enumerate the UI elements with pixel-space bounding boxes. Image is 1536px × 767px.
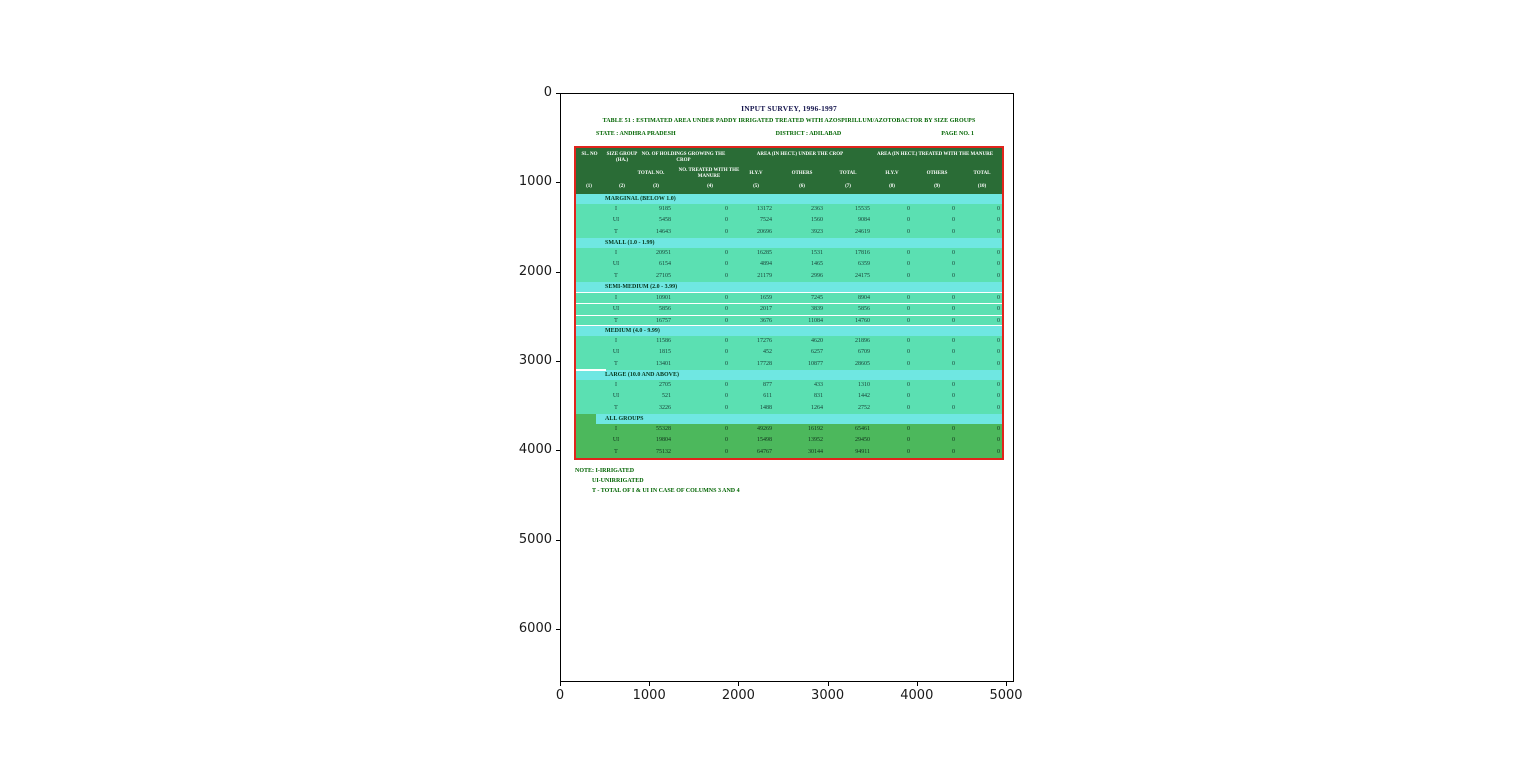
y-axis-tick-label: 4000 xyxy=(518,442,552,458)
col-header-treated-hyv: H.Y.V xyxy=(885,171,899,176)
col-header-area-others: OTHERS xyxy=(791,171,813,176)
table-cell: 3676 xyxy=(760,317,772,324)
table-cell: 20951 xyxy=(656,250,671,256)
table-cell: 65461 xyxy=(855,426,870,432)
table-cell: 28605 xyxy=(855,360,870,367)
row-label: T xyxy=(614,360,618,367)
y-axis-tick-label: 6000 xyxy=(518,620,552,636)
table-cell: 19804 xyxy=(656,437,671,444)
table-cell: 0 xyxy=(997,382,1000,388)
table-cell: 0 xyxy=(997,437,1000,444)
y-axis-tick-label: 2000 xyxy=(518,263,552,279)
table-cell: 6709 xyxy=(858,349,870,356)
table-cell: 21896 xyxy=(855,338,870,344)
table-cell: 0 xyxy=(952,393,955,400)
table-cell: 0 xyxy=(725,261,728,268)
table-cell: 10901 xyxy=(656,295,671,301)
row-label: UI xyxy=(612,349,620,356)
x-tick-mark xyxy=(649,682,650,686)
table-cell: 0 xyxy=(907,317,910,324)
table-cell: 9084 xyxy=(858,217,870,224)
y-axis-tick-label: 0 xyxy=(543,85,552,100)
row-label: I xyxy=(615,295,617,301)
table-cell: 15535 xyxy=(855,206,870,212)
row-label: UI xyxy=(612,261,620,268)
table-cell: 4620 xyxy=(811,338,823,344)
table-cell: 877 xyxy=(763,382,772,388)
table-cell: 0 xyxy=(952,217,955,224)
table-cell: 64767 xyxy=(757,448,772,455)
table-row xyxy=(576,227,1002,238)
x-axis-tick-label: 2000 xyxy=(721,688,755,703)
table-cell: 0 xyxy=(952,349,955,356)
table-cell: 2996 xyxy=(811,272,823,279)
table-cell: 3923 xyxy=(811,228,823,235)
x-axis-tick-label: 0 xyxy=(555,688,565,703)
table-cell: 0 xyxy=(997,217,1000,224)
x-tick-mark xyxy=(1006,682,1007,686)
row-label: I xyxy=(615,206,617,212)
table-cell: 0 xyxy=(907,228,910,235)
data-table xyxy=(574,146,1004,460)
x-tick-mark xyxy=(917,682,918,686)
table-row xyxy=(576,447,1002,458)
table-row xyxy=(576,391,1002,402)
y-tick-mark xyxy=(556,93,560,94)
table-cell: 0 xyxy=(952,338,955,344)
table-cell: 0 xyxy=(952,437,955,444)
note-line: NOTE: I-IRRIGATED xyxy=(575,468,635,474)
table-cell: 2017 xyxy=(760,306,772,313)
col-group-area-treated: AREA (IN HECT.) TREATED WITH THE MANURE xyxy=(876,152,994,157)
table-cell: 10877 xyxy=(808,360,823,367)
row-label: UI xyxy=(612,437,620,444)
column-number: (8) xyxy=(889,184,895,189)
table-cell: 13172 xyxy=(757,206,772,212)
column-number: (9) xyxy=(934,184,940,189)
table-cell: 0 xyxy=(907,272,910,279)
table-cell: 7245 xyxy=(811,295,823,301)
table-cell: 14643 xyxy=(656,228,671,235)
table-cell: 2752 xyxy=(858,404,870,411)
table-cell: 452 xyxy=(763,349,772,356)
scan-title: INPUT SURVEY, 1996-1997 xyxy=(741,104,837,113)
table-cell: 75132 xyxy=(656,448,671,455)
row-label: I xyxy=(615,382,617,388)
x-axis-tick-label: 1000 xyxy=(632,688,666,703)
size-group-band: MARGINAL (BELOW 1.0) xyxy=(576,194,1002,204)
table-cell: 17728 xyxy=(757,360,772,367)
table-cell: 0 xyxy=(997,250,1000,256)
table-cell: 0 xyxy=(907,437,910,444)
table-cell: 0 xyxy=(725,306,728,313)
table-cell: 16757 xyxy=(656,317,671,324)
row-label: T xyxy=(614,448,618,455)
size-group xyxy=(576,282,1002,326)
table-cell: 6359 xyxy=(858,261,870,268)
row-label: I xyxy=(615,338,617,344)
table-cell: 17816 xyxy=(855,250,870,256)
y-tick-mark xyxy=(556,361,560,362)
plot-area xyxy=(560,93,1014,682)
table-cell: 1659 xyxy=(760,295,772,301)
col-header-sl-no: SL. NO xyxy=(581,152,598,157)
scan-subtitle: TABLE 51 : ESTIMATED AREA UNDER PADDY IRRIGATED TREATED WITH AZOSPIRILLUM/AZOTOBACTOR BY SIZE GROUPS xyxy=(602,118,976,124)
table-cell: 16285 xyxy=(757,250,772,256)
table-cell: 433 xyxy=(814,382,823,388)
y-axis-tick-label: 5000 xyxy=(518,531,552,547)
column-number: (5) xyxy=(753,184,759,189)
table-cell: 0 xyxy=(997,360,1000,367)
table-cell: 24175 xyxy=(855,272,870,279)
table-cell: 0 xyxy=(907,261,910,268)
table-cell: 21179 xyxy=(757,272,772,279)
table-cell: 0 xyxy=(997,228,1000,235)
y-tick-mark xyxy=(556,540,560,541)
y-tick-mark xyxy=(556,272,560,273)
y-tick-mark xyxy=(556,450,560,451)
district-label: DISTRICT : ADILABAD xyxy=(775,131,842,137)
row-label: T xyxy=(614,228,618,235)
table-row xyxy=(576,315,1002,326)
size-group xyxy=(576,414,1002,458)
column-number-row xyxy=(576,184,1002,194)
table-cell: 0 xyxy=(907,404,910,411)
table-cell: 1560 xyxy=(811,217,823,224)
row-label: UI xyxy=(612,393,620,400)
table-cell: 55328 xyxy=(656,426,671,432)
table-cell: 0 xyxy=(907,448,910,455)
size-group xyxy=(576,326,1002,370)
table-cell: 24619 xyxy=(855,228,870,235)
table-row xyxy=(576,303,1002,314)
table-cell: 1531 xyxy=(811,250,823,256)
table-cell: 0 xyxy=(725,437,728,444)
size-group-band: SEMI-MEDIUM (2.0 - 3.99) xyxy=(576,282,1002,292)
x-axis-tick-label: 5000 xyxy=(989,688,1023,703)
table-cell: 0 xyxy=(997,426,1000,432)
table-cell: 0 xyxy=(997,261,1000,268)
table-cell: 0 xyxy=(907,338,910,344)
table-cell: 1465 xyxy=(811,261,823,268)
y-axis-tick-label: 1000 xyxy=(518,174,552,190)
col-header-treated-total: TOTAL xyxy=(973,171,991,176)
table-cell: 0 xyxy=(725,250,728,256)
table-cell: 0 xyxy=(952,382,955,388)
table-cell: 14760 xyxy=(855,317,870,324)
table-cell: 0 xyxy=(725,382,728,388)
table-row xyxy=(576,259,1002,270)
table-cell: 16192 xyxy=(808,426,823,432)
note-line: UI-UNIRRIGATED xyxy=(592,478,644,484)
table-row xyxy=(576,215,1002,226)
table-cell: 611 xyxy=(763,393,772,400)
table-cell: 0 xyxy=(725,448,728,455)
column-number: (4) xyxy=(707,184,713,189)
table-cell: 831 xyxy=(814,393,823,400)
table-cell: 0 xyxy=(907,206,910,212)
table-cell: 0 xyxy=(997,306,1000,313)
x-tick-mark xyxy=(738,682,739,686)
table-cell: 1264 xyxy=(811,404,823,411)
table-cell: 5458 xyxy=(659,217,671,224)
table-cell: 0 xyxy=(997,317,1000,324)
table-cell: 0 xyxy=(952,404,955,411)
table-cell: 5856 xyxy=(858,306,870,313)
table-row xyxy=(576,292,1002,303)
col-header-area-total: TOTAL xyxy=(839,171,857,176)
table-row xyxy=(576,271,1002,282)
table-cell: 521 xyxy=(662,393,671,400)
row-label: UI xyxy=(612,306,620,313)
column-number: (7) xyxy=(845,184,851,189)
y-tick-mark xyxy=(556,629,560,630)
table-cell: 0 xyxy=(907,426,910,432)
table-cell: 27105 xyxy=(656,272,671,279)
table-cell: 8904 xyxy=(858,295,870,301)
table-cell: 13952 xyxy=(808,437,823,444)
table-cell: 6154 xyxy=(659,261,671,268)
table-cell: 1310 xyxy=(858,382,870,388)
table-cell: 0 xyxy=(907,360,910,367)
table-cell: 0 xyxy=(725,349,728,356)
col-header-area-hyv: H.Y.V xyxy=(749,171,763,176)
table-cell: 0 xyxy=(952,360,955,367)
size-group xyxy=(576,370,1002,414)
column-number: (1) xyxy=(586,184,592,189)
size-group xyxy=(576,194,1002,238)
x-axis-tick-label: 4000 xyxy=(900,688,934,703)
y-axis-tick-label: 3000 xyxy=(518,352,552,368)
table-cell: 1815 xyxy=(659,349,671,356)
note-block xyxy=(575,466,740,496)
table-cell: 0 xyxy=(725,206,728,212)
table-cell: 0 xyxy=(952,306,955,313)
size-group-band: MEDIUM (4.0 - 9.99) xyxy=(576,326,1002,336)
table-cell: 0 xyxy=(997,448,1000,455)
table-cell: 17276 xyxy=(757,338,772,344)
table-cell: 0 xyxy=(725,393,728,400)
table-cell: 0 xyxy=(907,217,910,224)
table-cell: 0 xyxy=(952,426,955,432)
table-row xyxy=(576,204,1002,215)
table-cell: 3226 xyxy=(659,404,671,411)
scanned-document xyxy=(561,94,1013,681)
table-header xyxy=(576,148,1002,194)
x-tick-mark xyxy=(828,682,829,686)
table-cell: 0 xyxy=(952,228,955,235)
table-row xyxy=(576,359,1002,370)
table-row xyxy=(576,424,1002,435)
table-cell: 2705 xyxy=(659,382,671,388)
table-cell: 0 xyxy=(725,404,728,411)
table-cell: 30144 xyxy=(808,448,823,455)
table-cell: 0 xyxy=(907,250,910,256)
page-number-label: PAGE NO. 1 xyxy=(941,131,974,137)
table-cell: 15498 xyxy=(757,437,772,444)
table-cell: 94911 xyxy=(855,448,870,455)
table-row xyxy=(576,435,1002,446)
table-cell: 0 xyxy=(725,295,728,301)
table-cell: 4894 xyxy=(760,261,772,268)
table-cell: 11084 xyxy=(808,317,823,324)
column-number: (10) xyxy=(977,184,987,189)
table-row xyxy=(576,336,1002,347)
table-cell: 9185 xyxy=(659,206,671,212)
x-tick-mark xyxy=(560,682,561,686)
table-cell: 13401 xyxy=(656,360,671,367)
table-cell: 0 xyxy=(997,349,1000,356)
col-group-area-crop: AREA (IN HECT.) UNDER THE CROP xyxy=(756,152,844,157)
row-label: UI xyxy=(612,217,620,224)
table-cell: 0 xyxy=(997,295,1000,301)
table-cell: 0 xyxy=(997,404,1000,411)
table-cell: 1488 xyxy=(760,404,772,411)
col-group-holdings: NO. OF HOLDINGS GROWING THE CROP xyxy=(641,152,726,163)
col-header-total-no: TOTAL NO. xyxy=(637,171,665,176)
table-cell: 6257 xyxy=(811,349,823,356)
table-cell: 0 xyxy=(907,393,910,400)
row-label: T xyxy=(614,317,618,324)
table-cell: 0 xyxy=(725,338,728,344)
note-line: T - TOTAL OF I & UI IN CASE OF COLUMNS 3 AND 4 xyxy=(592,488,740,494)
table-cell: 49269 xyxy=(757,426,772,432)
column-number: (2) xyxy=(619,184,625,189)
x-axis-tick-label: 3000 xyxy=(811,688,845,703)
table-row xyxy=(576,380,1002,391)
table-cell: 29450 xyxy=(855,437,870,444)
state-label: STATE : ANDHRA PRADESH xyxy=(596,131,676,137)
row-label: I xyxy=(615,426,617,432)
table-cell: 0 xyxy=(952,448,955,455)
table-cell: 0 xyxy=(997,393,1000,400)
table-cell: 0 xyxy=(907,349,910,356)
table-cell: 0 xyxy=(725,217,728,224)
table-row xyxy=(576,403,1002,414)
table-cell: 3839 xyxy=(811,306,823,313)
col-header-treated-others: OTHERS xyxy=(926,171,948,176)
scan-meta-row xyxy=(574,131,1004,137)
table-cell: 0 xyxy=(997,272,1000,279)
table-cell: 0 xyxy=(725,272,728,279)
table-cell: 0 xyxy=(952,317,955,324)
table-cell: 1442 xyxy=(858,393,870,400)
table-cell: 0 xyxy=(952,272,955,279)
table-cell: 0 xyxy=(725,317,728,324)
table-cell: 0 xyxy=(952,295,955,301)
table-cell: 20696 xyxy=(757,228,772,235)
table-cell: 2363 xyxy=(811,206,823,212)
size-group-band: ALL GROUPS xyxy=(596,414,1002,424)
table-cell: 11586 xyxy=(656,338,671,344)
table-cell: 0 xyxy=(952,250,955,256)
col-header-no-treated: NO. TREATED WITH THE MANURE xyxy=(678,168,740,179)
scan-artifact-line xyxy=(576,369,606,371)
row-label: T xyxy=(614,272,618,279)
table-cell: 0 xyxy=(907,295,910,301)
table-row xyxy=(576,248,1002,259)
row-label: T xyxy=(614,404,618,411)
table-cell: 5856 xyxy=(659,306,671,313)
table-row xyxy=(576,347,1002,358)
table-body xyxy=(576,194,1002,458)
table-cell: 0 xyxy=(997,206,1000,212)
table-cell: 0 xyxy=(725,360,728,367)
size-group-band: LARGE (10.0 AND ABOVE) xyxy=(576,370,1002,380)
table-cell: 0 xyxy=(907,306,910,313)
column-number: (6) xyxy=(799,184,805,189)
table-cell: 0 xyxy=(907,382,910,388)
table-cell: 0 xyxy=(725,426,728,432)
table-cell: 0 xyxy=(952,261,955,268)
size-group-band: SMALL (1.0 - 1.99) xyxy=(576,238,1002,248)
column-number: (3) xyxy=(653,184,659,189)
table-cell: 0 xyxy=(725,228,728,235)
table-cell: 0 xyxy=(997,338,1000,344)
col-header-size-group: SIZE GROUP (HA.) xyxy=(606,152,638,163)
y-tick-mark xyxy=(556,182,560,183)
size-group xyxy=(576,238,1002,282)
table-cell: 0 xyxy=(952,206,955,212)
row-label: I xyxy=(615,250,617,256)
table-cell: 7524 xyxy=(760,217,772,224)
